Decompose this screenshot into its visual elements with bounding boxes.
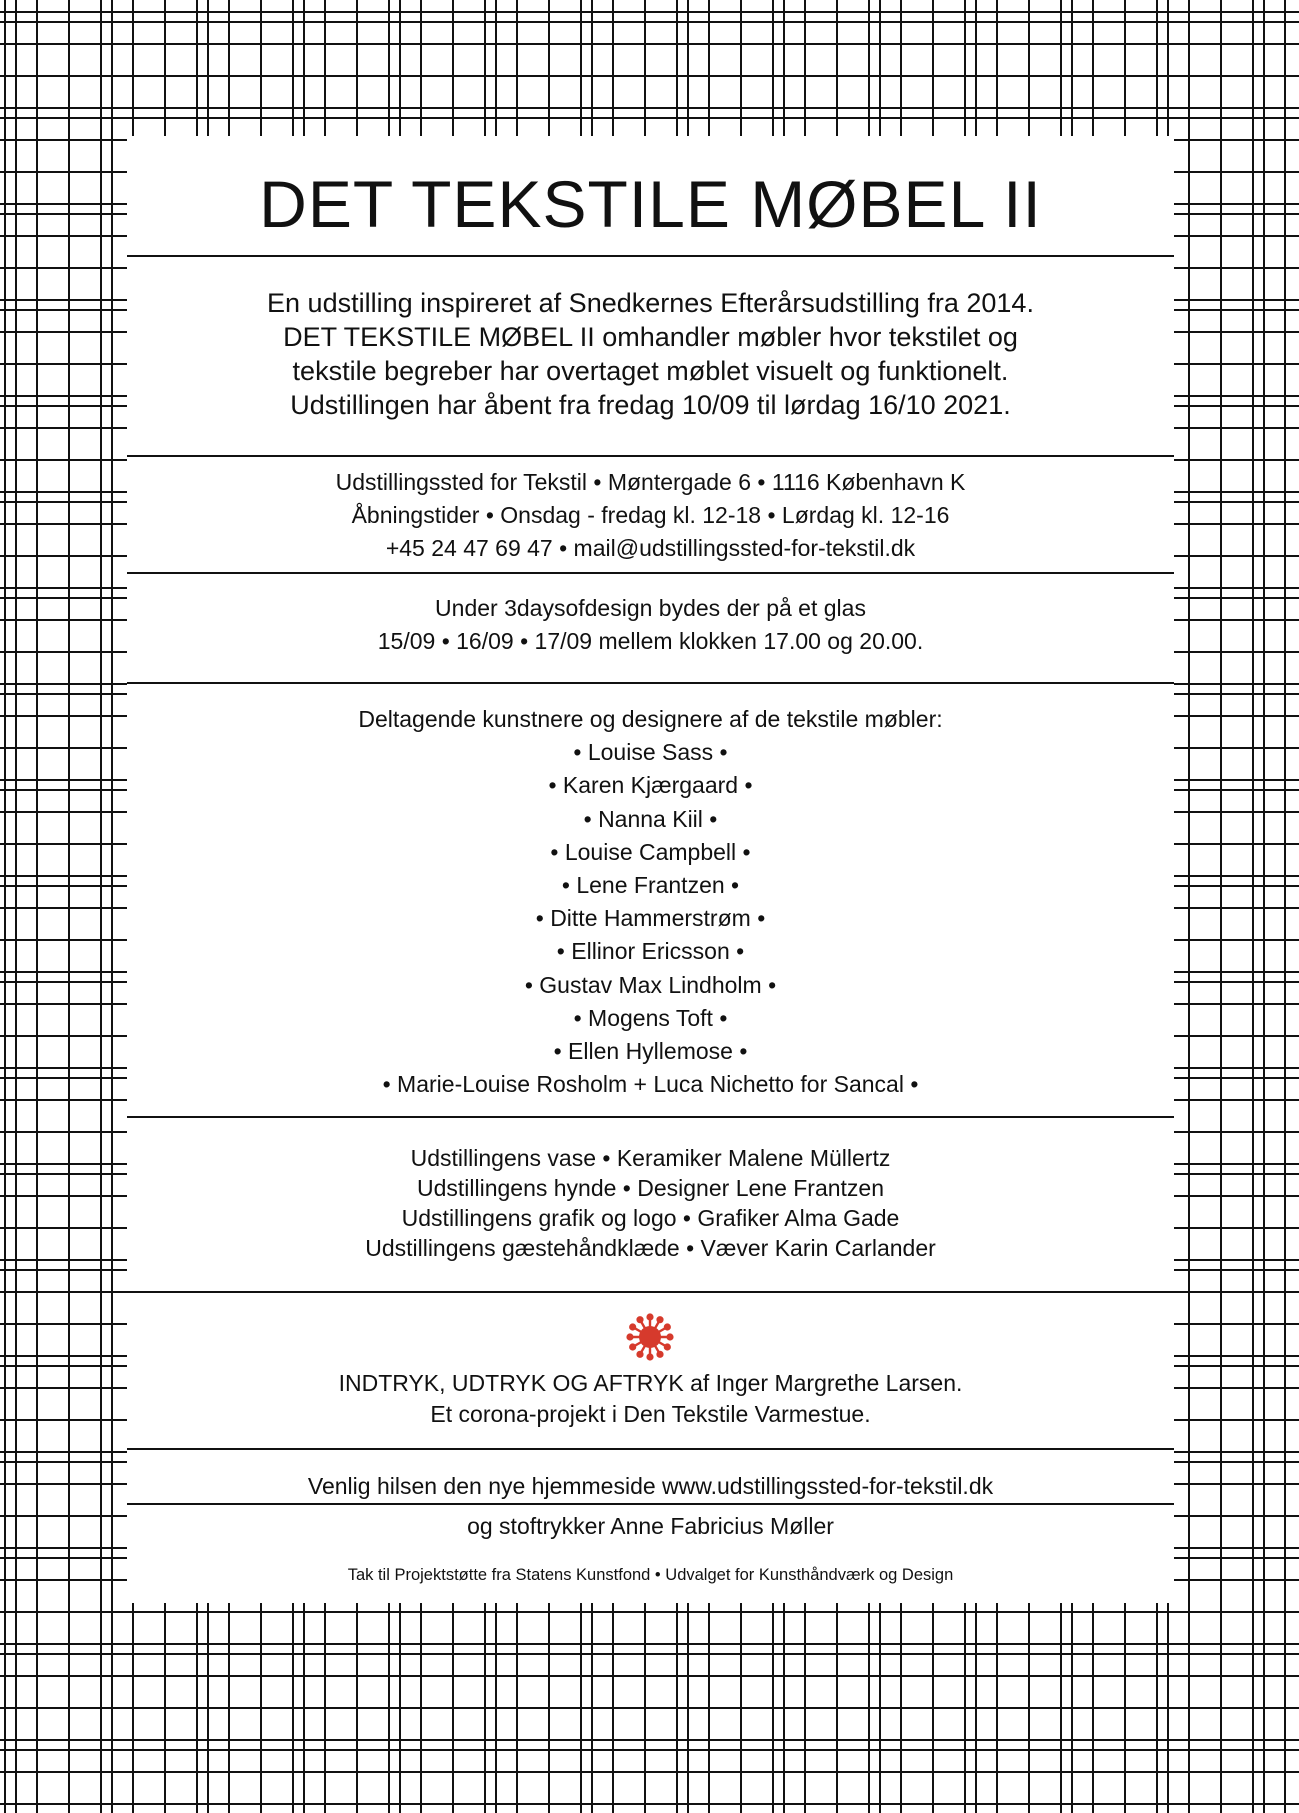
- thanks-note: Tak til Projektstøtte fra Statens Kunstfond • Udvalget for Kunsthåndværk og Design: [347, 1566, 954, 1584]
- artist-item: • Marie-Louise Rosholm + Luca Nichetto for Sancal •: [382, 1071, 919, 1098]
- credit-line: Udstillingens grafik og logo • Grafiker Alma Gade: [401, 1205, 900, 1231]
- address-info: [127, 466, 1174, 565]
- divider: [127, 1291, 1174, 1293]
- artist-item: • Lene Frantzen •: [561, 872, 740, 899]
- event-line: 15/09 • 16/09 • 17/09 mellem klokken 17.00 og 20.00.: [377, 628, 924, 654]
- intro-line: Udstillingen har åbent fra fredag 10/09 til lørdag 16/10 2021.: [290, 390, 1011, 420]
- artist-item: • Louise Campbell •: [550, 838, 751, 865]
- intro-text: [127, 286, 1174, 422]
- divider: [127, 1503, 1174, 1505]
- artist-item: • Gustav Max Lindholm •: [524, 971, 777, 998]
- divider: [127, 455, 1174, 457]
- opening-event: [127, 592, 1174, 658]
- event-line: Under 3daysofdesign bydes der på et glas: [435, 595, 866, 621]
- artist-item: • Ellinor Ericsson •: [556, 938, 745, 965]
- divider: [127, 682, 1174, 684]
- artists-heading: Deltagende kunstnere og designere af de tekstile møbler:: [358, 706, 943, 732]
- greeting: [127, 1466, 1174, 1546]
- greeting-line: og stoftrykker Anne Fabricius Møller: [467, 1513, 834, 1539]
- poster-title: DET TEKSTILE MØBEL II: [259, 167, 1042, 241]
- divider: [127, 1448, 1174, 1450]
- divider: [127, 255, 1174, 257]
- artist-item: • Nanna Kiil •: [583, 805, 718, 832]
- contact-line: +45 24 47 69 47 • mail@udstillingssted-for-tekstil.dk: [385, 535, 916, 561]
- intro-line: DET TEKSTILE MØBEL II omhandler møbler hvor tekstilet og: [283, 322, 1018, 352]
- artists-list: [127, 703, 1174, 1101]
- exhibition-credits: [127, 1143, 1174, 1263]
- artist-item: • Ditte Hammerstrøm •: [535, 905, 766, 932]
- opening-hours-line: Åbningstider • Onsdag - fredag kl. 12-18 • Lørdag kl. 12-16: [351, 502, 950, 528]
- corona-project: [127, 1368, 1174, 1430]
- credit-line: Udstillingens hynde • Designer Lene Frantzen: [416, 1175, 885, 1201]
- greeting-line: Venlig hilsen den nye hjemmeside www.udstillingssted-for-tekstil.dk: [307, 1473, 994, 1499]
- intro-line: tekstile begreber har overtaget møblet visuelt og funktionelt.: [292, 356, 1009, 386]
- address-line: Udstillingssted for Tekstil • Møntergade 6 • 1116 København K: [335, 469, 966, 495]
- artist-item: • Mogens Toft •: [573, 1004, 728, 1031]
- divider: [127, 1116, 1174, 1118]
- credit-line: Udstillingens gæstehåndklæde • Væver Karin Carlander: [365, 1235, 936, 1261]
- artist-item: • Louise Sass •: [573, 739, 728, 766]
- artist-item: • Karen Kjærgaard •: [548, 772, 753, 799]
- credit-line: Udstillingens vase • Keramiker Malene Müllertz: [410, 1145, 891, 1171]
- artist-item: • Ellen Hyllemose •: [553, 1038, 748, 1065]
- corona-line: Et corona-projekt i Den Tekstile Varmestue.: [430, 1401, 871, 1427]
- virus-icon: [626, 1313, 674, 1361]
- corona-line: INDTRYK, UDTRYK OG AFTRYK af Inger Margrethe Larsen.: [338, 1370, 963, 1396]
- divider: [127, 572, 1174, 574]
- intro-line: En udstilling inspireret af Snedkernes Efterårsudstilling fra 2014.: [267, 288, 1034, 318]
